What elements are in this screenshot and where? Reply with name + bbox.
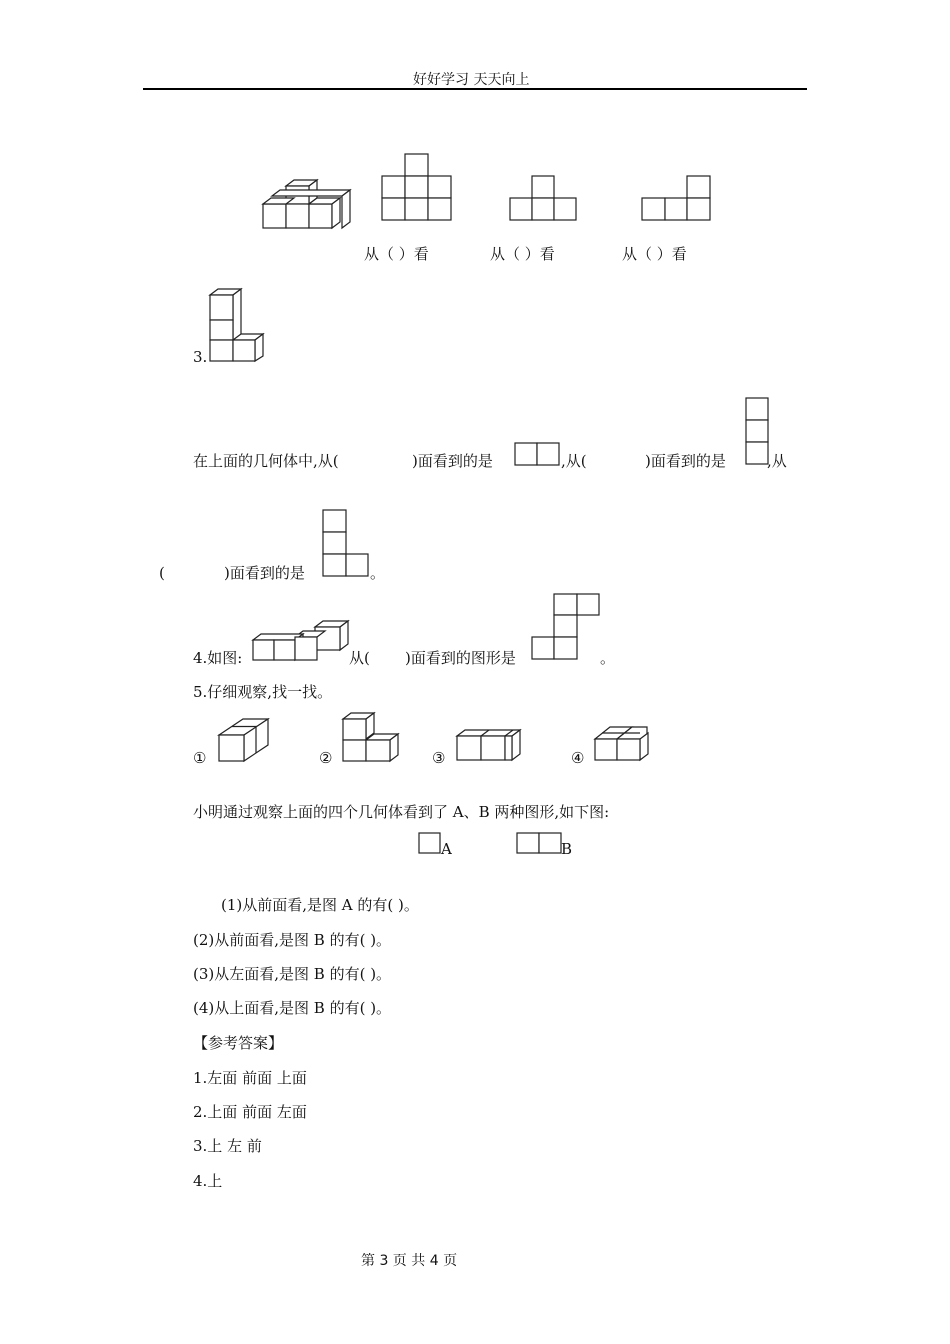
answer-4: 4.上 [193, 1172, 223, 1190]
solid-figure-q4 [252, 618, 352, 664]
q5-label-4: ④ [571, 749, 585, 767]
q3-line1-b: )面看到的是 [412, 452, 493, 470]
q3-line2-a: ( [159, 564, 165, 582]
answer-2: 2.上面 前面 左面 [193, 1103, 307, 1121]
q4-end: 。 [600, 649, 616, 667]
view-label-2: 从（ ）看 [490, 245, 555, 263]
q3-number: 3. [193, 348, 208, 366]
q5-sub-2: (2)从前面看,是图 B 的有( )。 [193, 931, 392, 949]
q5-solid-2 [342, 711, 402, 767]
answer-1: 1.左面 前面 上面 [193, 1069, 307, 1087]
answer-3: 3.上 左 前 [193, 1137, 262, 1155]
solid-figure-q3 [209, 288, 271, 364]
view-figure-3 [641, 175, 713, 225]
q3-line1-a: 在上面的几何体中,从( [193, 452, 339, 470]
q5-label-1: ① [193, 749, 207, 767]
view-figure-1 [381, 153, 453, 225]
q4-mid-a: 从( [349, 649, 370, 667]
page-footer: 第 3 页 共 4 页 [361, 1253, 458, 1269]
view-label-1: 从（ ）看 [364, 245, 429, 263]
q3-line1-c: ,从( [561, 452, 587, 470]
q4-mid-b: )面看到的图形是 [405, 649, 516, 667]
q5-label-3: ③ [432, 749, 446, 767]
q4-shape [531, 593, 603, 663]
solid-figure-q2 [262, 178, 352, 230]
q3-shape-two-squares [514, 442, 562, 468]
q5-shape-b [516, 832, 564, 856]
header-rule [143, 88, 807, 90]
q5-sub-3: (3)从左面看,是图 B 的有( )。 [193, 965, 392, 983]
answers-title: 【参考答案】 [193, 1034, 284, 1052]
q5-description: 小明通过观察上面的四个几何体看到了 A、B 两种图形,如下图: [193, 803, 610, 821]
q5-title: 5.仔细观察,找一找。 [193, 683, 333, 701]
view-label-3: 从（ ）看 [622, 245, 687, 263]
q5-solid-1 [218, 718, 274, 766]
view-figure-2 [509, 175, 581, 225]
q5-label-b: B [561, 840, 573, 858]
q5-label-a: A [441, 840, 452, 858]
q3-line2-c: 。 [370, 564, 386, 582]
q5-sub-4: (4)从上面看,是图 B 的有( )。 [193, 999, 392, 1017]
q5-solid-3 [456, 727, 524, 765]
q5-sub-1: (1)从前面看,是图 A 的有( )。 [221, 896, 419, 914]
q3-line1-d: )面看到的是 [645, 452, 726, 470]
q5-solid-4 [594, 724, 654, 766]
q3-line2-b: )面看到的是 [224, 564, 305, 582]
q3-shape-l [322, 509, 372, 581]
q4-prefix: 4.如图: [193, 649, 243, 667]
page-header: 好好学习 天天向上 [413, 72, 530, 88]
q3-line1-e: ,从 [767, 452, 787, 470]
q5-label-2: ② [319, 749, 333, 767]
